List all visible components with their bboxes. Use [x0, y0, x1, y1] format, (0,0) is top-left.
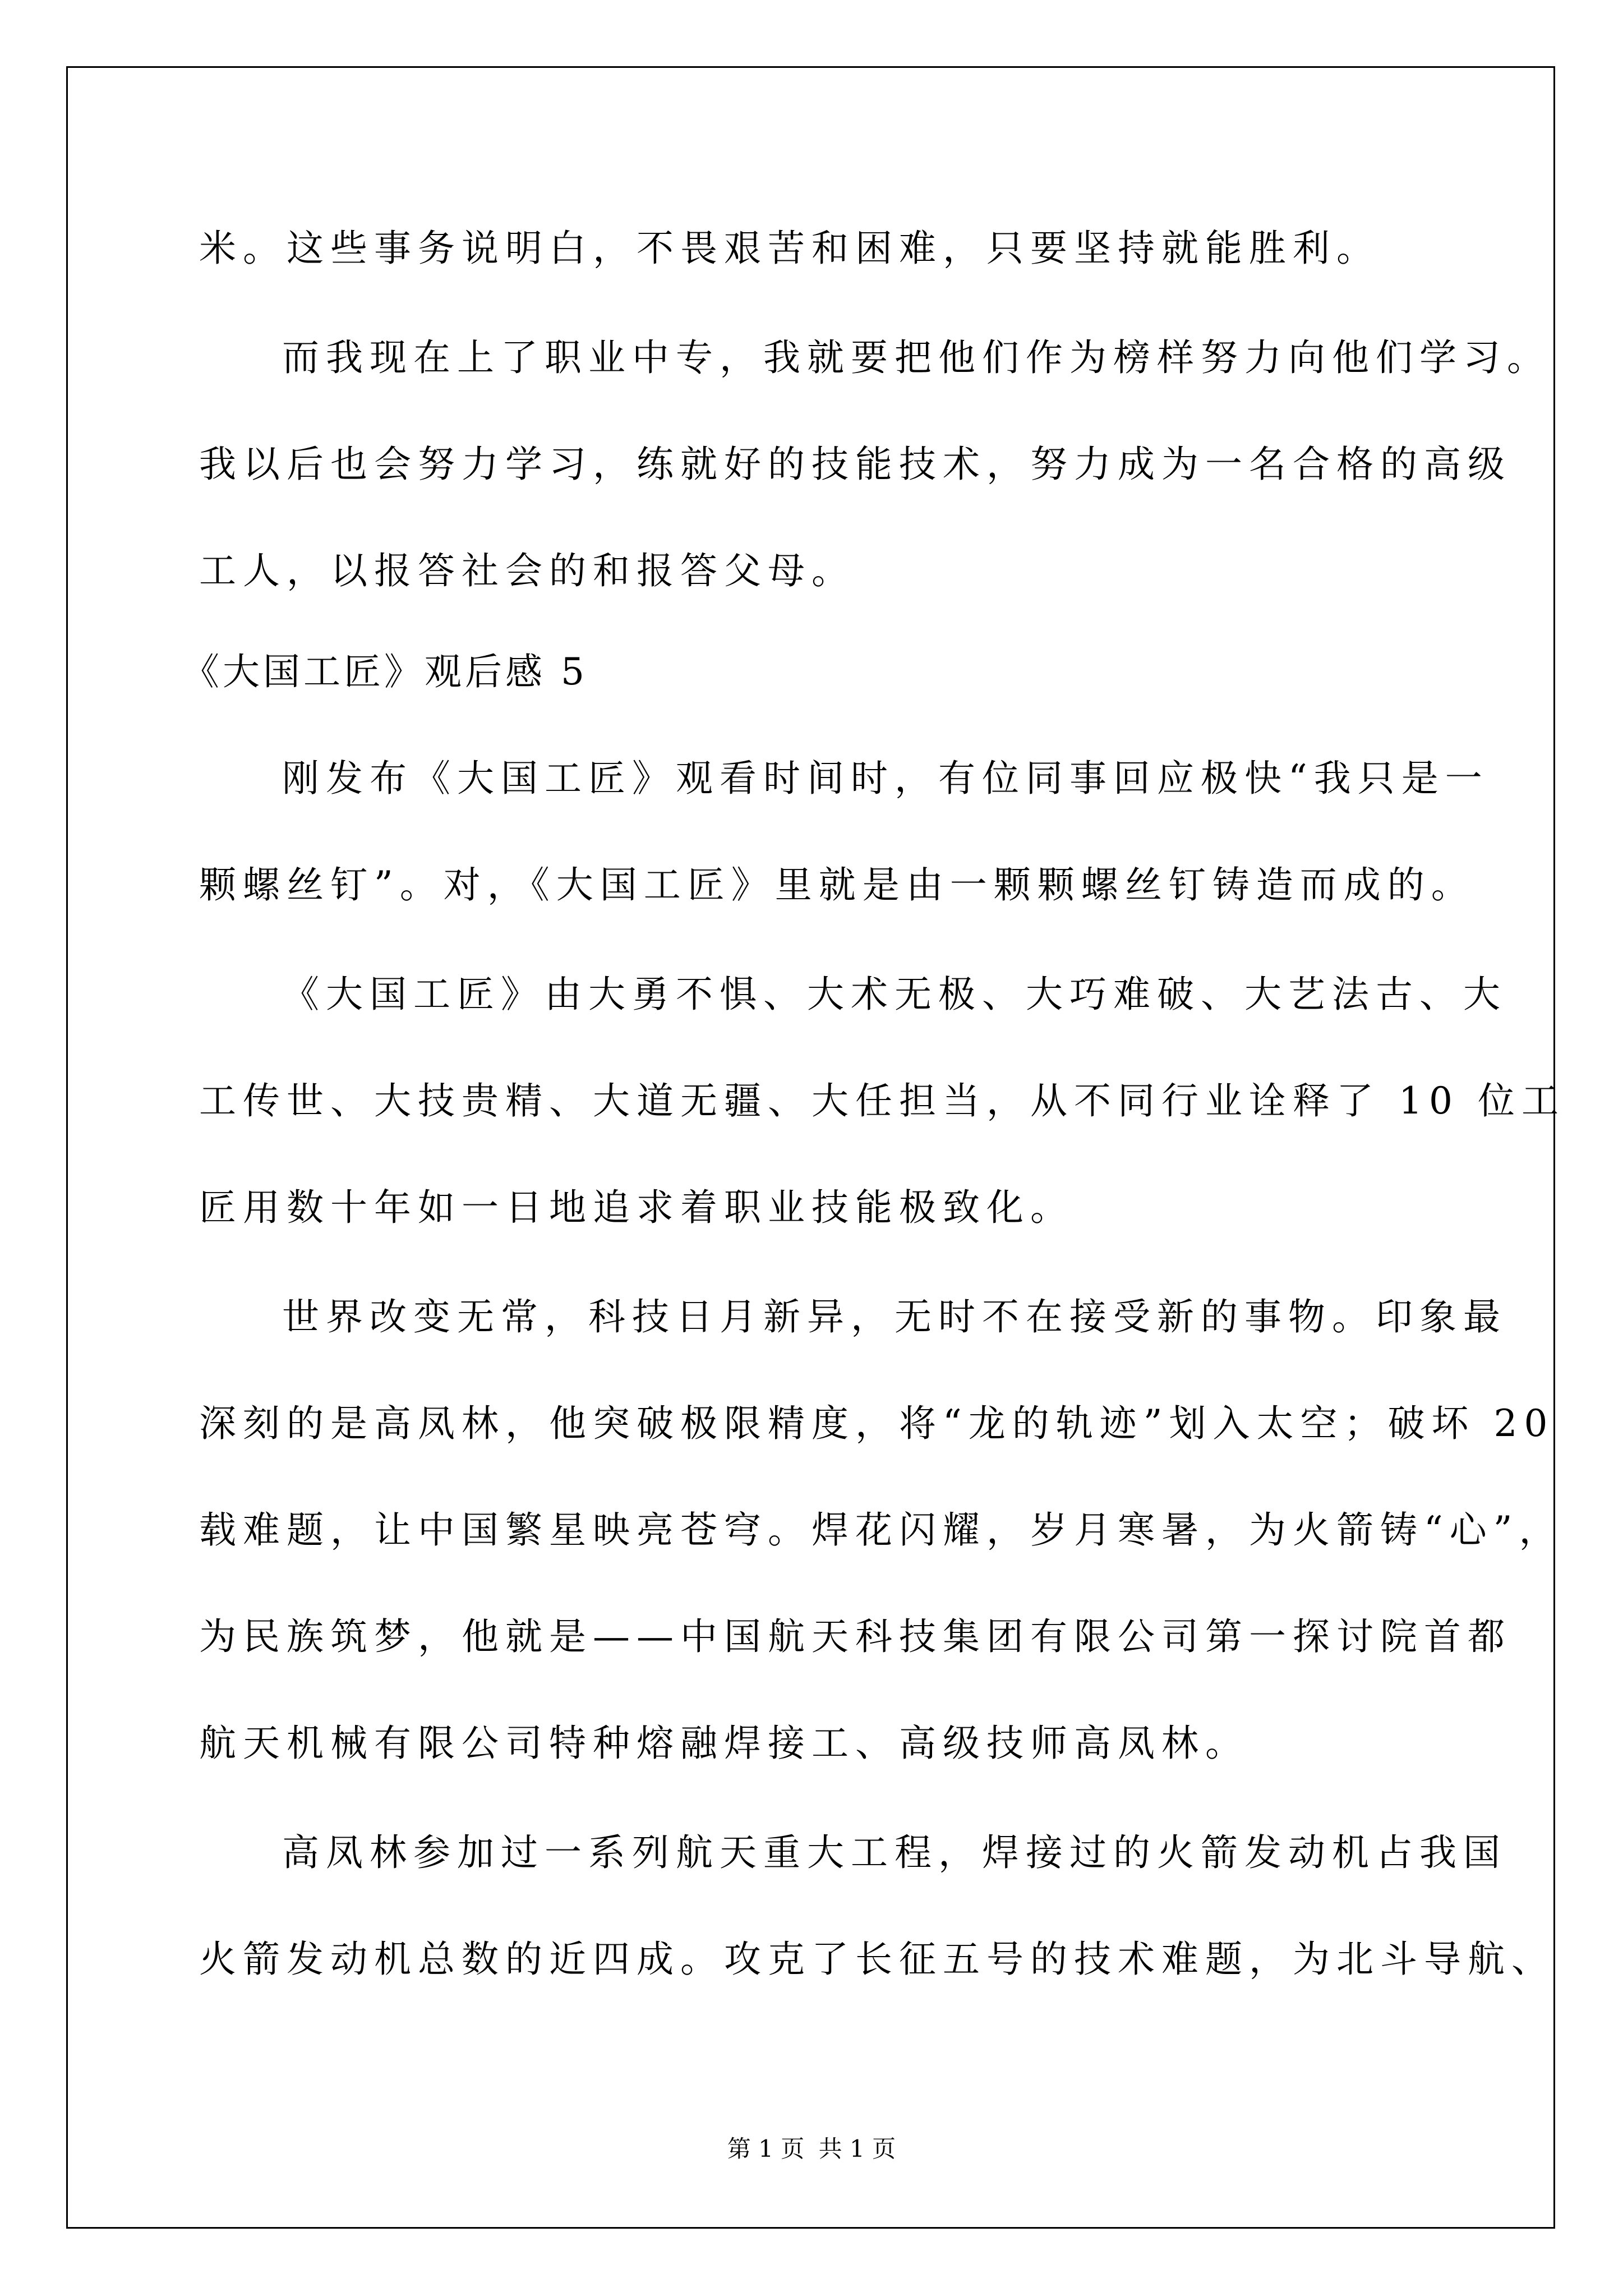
text-line: 工人，以报答社会的和报答父母。 — [199, 549, 855, 592]
text-line: 为民族筑梦，他就是——中国航天科技集团有限公司第一探讨院首都 — [199, 1615, 1511, 1658]
section-heading: 《大国工匠》观后感 5 — [182, 650, 588, 693]
paragraph-first-line: 刚发布《大国工匠》观看时间时，有位同事回应极快“我只是一 — [282, 757, 1489, 800]
page-number-total: 共 1 页 — [818, 2135, 896, 2162]
page-border — [66, 66, 1555, 2229]
page-number-current: 第 1 页 — [727, 2135, 805, 2162]
text-line: 航天机械有限公司特种熔融焊接工、高级技师高凤林。 — [199, 1722, 1249, 1765]
paragraph-first-line: 世界改变无常，科技日月新异，无时不在接受新的事物。印象最 — [282, 1295, 1507, 1338]
page-footer — [0, 2137, 1623, 2161]
text-line: 工传世、大技贵精、大道无疆、大任担当，从不同行业诠释了 10 位工 — [199, 1079, 1565, 1122]
paragraph-first-line: 《大国工匠》由大勇不惧、大术无极、大巧难破、大艺法古、大 — [282, 973, 1507, 1016]
paragraph-first-line: 高凤林参加过一系列航天重大工程，焊接过的火箭发动机占我国 — [282, 1831, 1507, 1874]
text-line: 颗螺丝钉”。对，《大国工匠》里就是由一颗颗螺丝钉铸造而成的。 — [199, 863, 1475, 907]
text-line: 深刻的是高凤林，他突破极限精度，将“龙的轨迹”划入太空；破坏 20 — [199, 1402, 1555, 1445]
text-line: 载难题，让中国繁星映亮苍穹。焊花闪耀，岁月寒暑，为火箭铸“心”， — [199, 1508, 1563, 1552]
text-line: 我以后也会努力学习，练就好的技能技术，努力成为一名合格的高级 — [199, 443, 1511, 486]
text-line: 米。这些事务说明白，不畏艰苦和困难，只要坚持就能胜利。 — [199, 227, 1380, 270]
text-line: 火箭发动机总数的近四成。攻克了长征五号的技术难题，为北斗导航、 — [199, 1938, 1555, 1981]
text-line: 匠用数十年如一日地追求着职业技能极致化。 — [199, 1186, 1074, 1229]
paragraph-first-line: 而我现在上了职业中专，我就要把他们作为榜样努力向他们学习。 — [282, 336, 1551, 379]
